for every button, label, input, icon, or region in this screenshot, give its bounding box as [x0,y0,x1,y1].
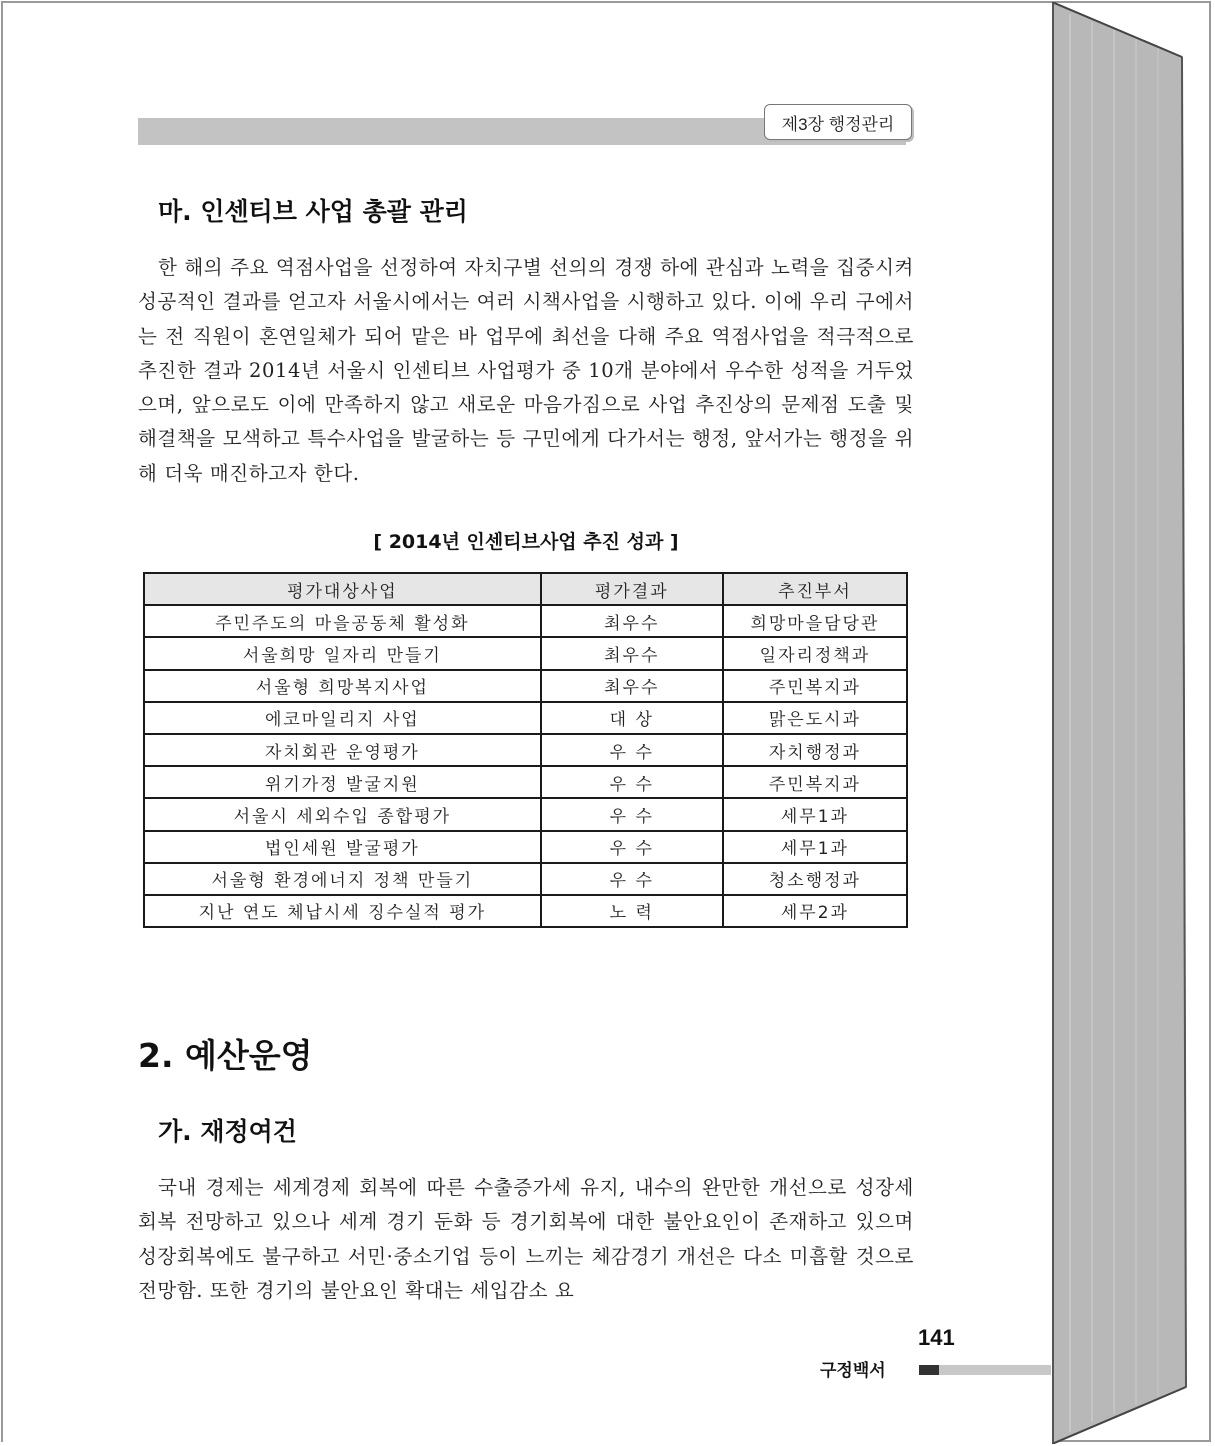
cell-result: 최우수 [541,637,723,669]
table-row [144,637,907,669]
header-project: 평가대상사업 [144,573,541,605]
cell-project: 지난 연도 체납시세 징수실적 평가 [144,895,541,927]
cell-result: 최우수 [541,670,723,702]
table-row [144,831,907,863]
table-row [144,734,907,766]
table-row [144,702,907,734]
cell-project: 서울형 희망복지사업 [144,670,541,702]
table-row [144,670,907,702]
cell-result: 우 수 [541,734,723,766]
header-result: 평가결과 [541,573,723,605]
header-department: 추진부서 [723,573,907,605]
chapter-tab: 제3장 행정관리 [764,104,912,140]
book-page-edges [1052,2,1188,1444]
cell-result: 노 력 [541,895,723,927]
cell-result: 우 수 [541,766,723,798]
cell-department: 세무1과 [723,798,907,830]
cell-project: 서울형 환경에너지 정책 만들기 [144,863,541,895]
cell-department: 맑은도시과 [723,702,907,734]
chapter-heading-budget: 2. 예산운영 [138,1036,313,1075]
incentive-paragraph: 한 해의 주요 역점사업을 선정하여 자치구별 선의의 경쟁 하에 관심과 노력을 집중시켜 성공적인 결과를 얻고자 서울시에서는 여러 시책사업을 시행하고 있다. 이에 우리 구에서는 전 직원이 혼연일체가 되어 맡은 바 업무에 최선을 다해 주요 역점사업을 적극적으로 추진한 결과 2014년 서울시 인센티브 사업평가 중 10개 분야에서 우수한 성적을 거두었으며, 앞으로도 이에 만족하지 않고 새로운 마음가짐으로 사업 추진상의 문제점 도출 및 해결책을 모색하고 특수사업을 발굴하는 등 구민에게 다가서는 행정, 앞서가는 행정을 위해 더욱 매진하고자 한다. [138,256,914,485]
table-row [144,605,907,637]
footer-dark-block [919,1365,939,1375]
table-row [144,895,907,927]
table-caption: [ 2014년 인센티브사업 추진 성과 ] [373,531,679,553]
cell-department: 일자리정책과 [723,637,907,669]
cell-project: 법인세원 발굴평가 [144,831,541,863]
table-row [144,863,907,895]
cell-department: 세무1과 [723,831,907,863]
cell-project: 에코마일리지 사업 [144,702,541,734]
cell-result: 우 수 [541,831,723,863]
cell-department: 희망마을담당관 [723,605,907,637]
cell-department: 자치행정과 [723,734,907,766]
cell-project: 서울시 세외수입 종합평가 [144,798,541,830]
page-number: 141 [918,1325,955,1350]
table-row [144,798,907,830]
cell-department: 주민복지과 [723,670,907,702]
cell-project: 서울희망 일자리 만들기 [144,637,541,669]
cell-project: 위기가정 발굴지원 [144,766,541,798]
footer-gray-bar [939,1365,1051,1375]
cell-result: 최우수 [541,605,723,637]
cell-result: 우 수 [541,798,723,830]
cell-project: 주민주도의 마을공동체 활성화 [144,605,541,637]
cell-result: 대 상 [541,702,723,734]
incentive-results-table [143,572,908,928]
table-row [144,766,907,798]
cell-project: 자치회관 운영평가 [144,734,541,766]
book-title: 구정백서 [820,1361,886,1381]
cell-department: 세무2과 [723,895,907,927]
cell-result: 우 수 [541,863,723,895]
table-header-row [144,573,907,605]
finance-paragraph: 국내 경제는 세계경제 회복에 따른 수출증가세 유지, 내수의 완만한 개선으로 성장세 회복 전망하고 있으나 세계 경기 둔화 등 경기회복에 대한 불안요인이 존재하고 있으며 성장회복에도 불구하고 서민·중소기업 등이 느끼는 체감경기 개선은 다소 미흡할 것으로 전망함. 또한 경기의 불안요인 확대는 세입감소 요 [138,1176,914,1302]
cell-department: 청소행정과 [723,863,907,895]
cell-department: 주민복지과 [723,766,907,798]
section-heading-finance: 가. 재정여건 [158,1117,297,1146]
section-heading-incentive: 마. 인센티브 사업 총괄 관리 [158,197,468,226]
